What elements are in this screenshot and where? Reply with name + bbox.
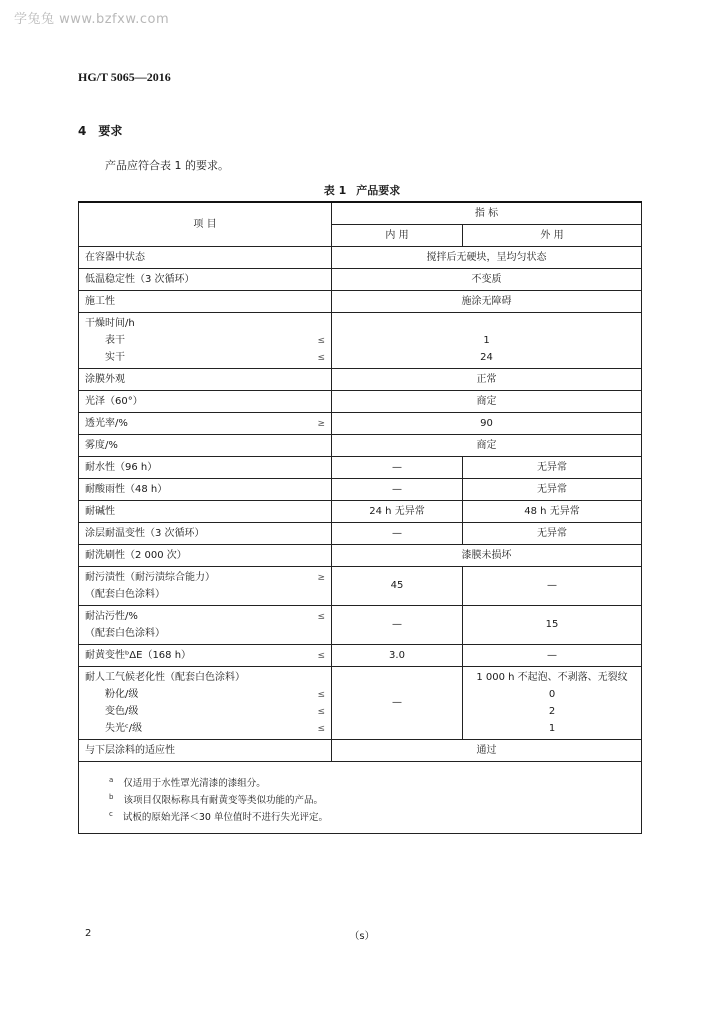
row-value: 商定 <box>332 391 642 413</box>
subitem-value: 24 <box>480 352 493 363</box>
row-item: 耐水性（96 h） <box>79 457 332 479</box>
row-item: 施工性 <box>79 291 332 313</box>
row-item: 耐碱性 <box>79 501 332 523</box>
row-exterior: 48 h 无异常 <box>463 501 642 523</box>
row-subitem <box>85 703 325 720</box>
header-index: 指 标 <box>332 202 642 225</box>
subitem-label: 表干 <box>105 334 125 346</box>
table-number: 表 1 <box>323 184 347 197</box>
row-item <box>79 645 332 667</box>
table-title <box>0 182 724 198</box>
row-item: 耐洗刷性（2 000 次） <box>79 545 332 567</box>
subitem-symbol: ≤ <box>317 723 325 734</box>
subitem-symbol: ≤ <box>317 352 325 363</box>
row-exterior: 无异常 <box>463 457 642 479</box>
standard-code: HG/T 5065—2016 <box>78 70 171 84</box>
subitem-value: 1 <box>483 335 490 346</box>
row-item-label: 耐人工气候老化性（配套白色涂料） <box>85 671 245 683</box>
row-item <box>79 667 332 740</box>
subitem-value: 0 <box>548 689 556 700</box>
subitem-label: 变色/级 <box>105 705 139 717</box>
row-item-label: 耐沾污性/% <box>85 610 138 622</box>
table-row <box>79 479 642 501</box>
table-note <box>109 789 621 806</box>
paragraph: 产品应符合表 1 的要求。 <box>105 159 229 172</box>
table-row <box>79 413 642 435</box>
header-exterior: 外 用 <box>463 225 642 247</box>
table-row <box>79 269 642 291</box>
note-mark: c <box>109 810 113 818</box>
row-item <box>79 313 332 369</box>
row-interior: — <box>332 667 463 740</box>
row-item-title <box>85 315 325 332</box>
note-mark: a <box>109 776 114 784</box>
table-row <box>79 313 642 369</box>
row-value: 搅拌后无硬块，呈均匀状态 <box>332 247 642 269</box>
table-title-text: 产品要求 <box>356 184 401 197</box>
header-interior: 内 用 <box>332 225 463 247</box>
row-symbol: ≤ <box>317 611 325 622</box>
row-item <box>79 606 332 645</box>
row-item: 低温稳定性（3 次循环） <box>79 269 332 291</box>
row-item-label-2: （配套白色涂料） <box>85 588 165 600</box>
row-exterior: 无异常 <box>463 523 642 545</box>
row-item-label: 干燥时间/h <box>85 317 135 329</box>
row-value: 正常 <box>332 369 642 391</box>
page-number: 2 <box>85 928 92 939</box>
subitem-value: 2 <box>548 706 556 717</box>
weathering-summary: 1 000 h 不起泡、不剥落、无裂纹 <box>476 672 628 683</box>
table-row <box>79 435 642 457</box>
row-subitem <box>85 332 325 349</box>
row-value: 漆膜未损坏 <box>332 545 642 567</box>
row-value: 90 <box>332 413 642 435</box>
row-subitem <box>85 349 325 366</box>
section-number: 4 <box>78 124 87 138</box>
row-item: 在容器中状态 <box>79 247 332 269</box>
subitem-label: 粉化/级 <box>105 688 139 700</box>
table-header-row <box>79 202 642 225</box>
row-item-label: 透光率/% <box>85 417 128 429</box>
row-item: 耐酸雨性（48 h） <box>79 479 332 501</box>
note-text: 该项目仅限标称具有耐黄变等类似功能的产品。 <box>123 795 323 807</box>
table-row <box>79 291 642 313</box>
row-item-label: 耐污渍性（耐污渍综合能力） <box>85 571 215 583</box>
table-notes <box>79 762 642 834</box>
row-value: 通过 <box>332 740 642 762</box>
row-subitem <box>85 720 325 737</box>
row-exterior: 15 <box>463 606 642 645</box>
note-text: 仅适用于水性罩光清漆的漆组分。 <box>123 778 266 790</box>
row-item <box>79 567 332 606</box>
row-subitem <box>85 686 325 703</box>
row-exterior: — <box>463 645 642 667</box>
header-item: 项 目 <box>79 202 332 247</box>
watermark: 学兔兔 www.bzfxw.com <box>14 12 170 27</box>
row-exterior: 无异常 <box>463 479 642 501</box>
subitem-label: 失光ᶜ/级 <box>105 722 143 734</box>
row-interior: 45 <box>332 567 463 606</box>
table-notes-row <box>79 762 642 834</box>
row-value <box>332 313 642 369</box>
row-value: 商定 <box>332 435 642 457</box>
section-heading <box>78 122 122 139</box>
table-row <box>79 606 642 645</box>
row-symbol: ≤ <box>317 650 325 661</box>
table-row <box>79 501 642 523</box>
note-mark: b <box>109 793 114 801</box>
subitem-label: 实干 <box>105 351 125 363</box>
subitem-symbol: ≤ <box>317 689 325 700</box>
table-row <box>79 523 642 545</box>
table-row <box>79 667 642 740</box>
row-symbol: ≥ <box>317 572 325 583</box>
row-value: 不变质 <box>332 269 642 291</box>
section-title: 要求 <box>98 124 123 138</box>
row-symbol: ≥ <box>317 418 325 429</box>
row-interior: — <box>332 523 463 545</box>
row-interior: — <box>332 457 463 479</box>
row-interior: 24 h 无异常 <box>332 501 463 523</box>
footer-mark: （s） <box>349 931 375 942</box>
subitem-symbol: ≤ <box>317 706 325 717</box>
row-exterior <box>463 667 642 740</box>
row-item: 涂膜外观 <box>79 369 332 391</box>
table-row <box>79 740 642 762</box>
subitem-symbol: ≤ <box>317 335 325 346</box>
table-row <box>79 645 642 667</box>
row-interior: — <box>332 606 463 645</box>
row-value: 施涂无障碍 <box>332 291 642 313</box>
table-row <box>79 369 642 391</box>
row-item: 涂层耐温变性（3 次循环） <box>79 523 332 545</box>
note-text: 试板的原始光泽＜30 单位值时不进行失光评定。 <box>122 812 328 824</box>
row-item: 与下层涂料的适应性 <box>79 740 332 762</box>
table-row <box>79 457 642 479</box>
table-row <box>79 567 642 606</box>
row-item: 雾度/% <box>79 435 332 457</box>
table-row <box>79 247 642 269</box>
row-item-label-2: （配套白色涂料） <box>85 627 165 639</box>
table-row <box>79 391 642 413</box>
subitem-value: 1 <box>548 723 556 734</box>
requirements-table <box>78 201 642 834</box>
row-exterior: — <box>463 567 642 606</box>
table-row <box>79 545 642 567</box>
row-item <box>79 413 332 435</box>
row-interior: — <box>332 479 463 501</box>
table-note <box>109 772 621 789</box>
table-note <box>109 806 621 823</box>
row-item-label: 耐黄变性ᵇΔE（168 h） <box>85 649 192 661</box>
row-item: 光泽（60°） <box>79 391 332 413</box>
row-interior: 3.0 <box>332 645 463 667</box>
